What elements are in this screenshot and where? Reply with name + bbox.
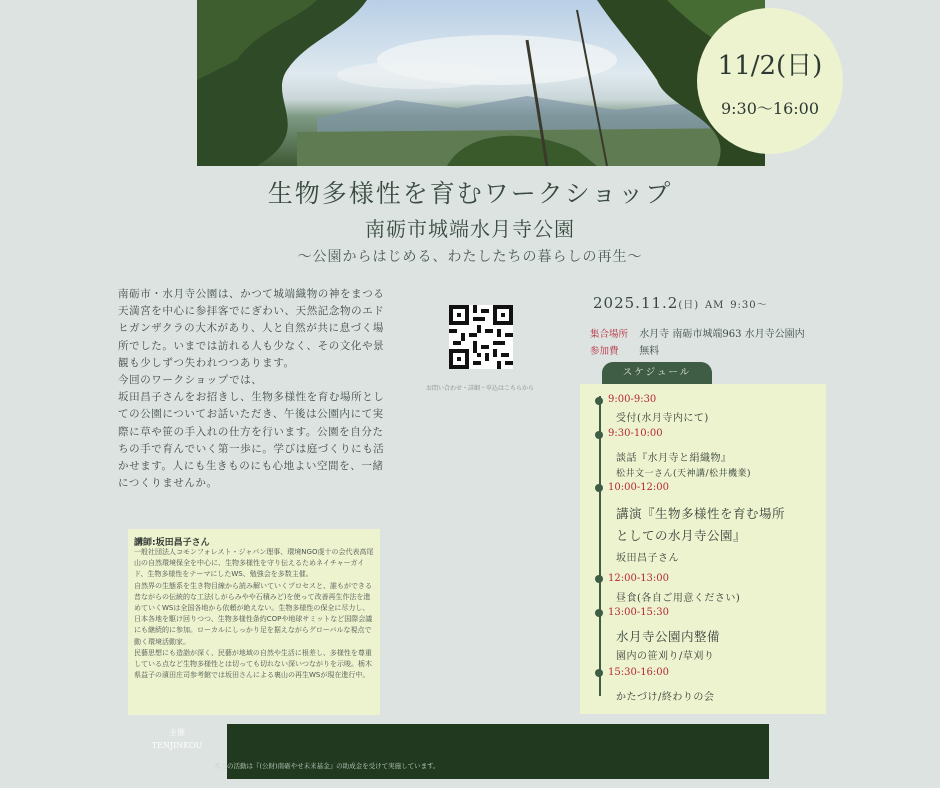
- timeline-dot: [595, 431, 603, 439]
- footer-note: 本この活動は『(公財)南砺やせ未来基金』の助成金を受けて実施しています。: [214, 762, 440, 770]
- fee-label: 参加費: [590, 346, 619, 357]
- timeline-dot: [595, 669, 603, 677]
- schedule-desc: 昼食(各自ご用意ください): [616, 593, 741, 604]
- schedule-desc: 講演『生物多様性を育む場所: [616, 506, 786, 521]
- schedule-tab: スケジュール: [602, 362, 712, 384]
- hero-photo: [197, 0, 765, 166]
- schedule-time: 12:00-13:00: [608, 573, 670, 584]
- schedule-time: 9:30-10:00: [608, 428, 663, 439]
- event-date: [593, 294, 768, 312]
- fee-value: 無料: [639, 346, 660, 357]
- schedule-timeline: [599, 396, 601, 696]
- schedule-desc: 坂田昌子さん: [616, 553, 679, 564]
- venue-title: 南砺市城端水月寺公園: [365, 217, 575, 241]
- timeline-dot: [595, 575, 603, 583]
- schedule-time: 10:00-12:00: [608, 482, 670, 493]
- date-badge: [697, 8, 843, 154]
- bio-paragraph: 民藝思想にも造詣が深く、民藝が地域の自然や生活に根差し、多様性を尊重している点など生物多様性とは切っても切れない深いつながりを示唆。栃木県益子の濱田庄司参考館では坂田さんによる裏山の再生WSが現在進行中。: [134, 648, 372, 680]
- schedule-desc: 松井文一さん(天神講/松井機業): [616, 469, 752, 479]
- intro-paragraph: 南砺市・水月寺公園は、かつて城端織物の神をまつる天満宮を中心に参拝客でにぎわい、天然記念物のエドヒガンザクラの大木があり、人と自然が共に息づく場所でした。いまでは訪れる人も少なく、その文化や景観も少しずつ失われつつあります。: [118, 288, 385, 369]
- event-date-main: 2025.11.2: [593, 294, 679, 312]
- host: [150, 726, 204, 752]
- host-name: TENJINKOU: [151, 741, 203, 750]
- schedule-desc: 受付(水月寺内にて): [616, 413, 709, 424]
- schedule-desc: としての水月寺公園』: [616, 528, 747, 543]
- qr-caption: お問い合わせ・詳細・申込はこちらから: [425, 385, 534, 392]
- event-title: 生物多様性を育むワークショップ: [267, 179, 673, 208]
- venue-label: 集合場所: [590, 329, 629, 340]
- event-date-time: 9:30〜: [730, 300, 768, 311]
- fee-row: [590, 342, 659, 357]
- intro-paragraph: 今回のワークショップでは、: [118, 374, 263, 387]
- instructor-bio: [134, 547, 376, 681]
- host-label: 主催: [169, 728, 185, 737]
- footer-bar: [227, 724, 769, 779]
- schedule-time: 9:00-9:30: [608, 394, 657, 405]
- schedule-time: 13:00-15:30: [608, 607, 670, 618]
- event-date-day: (日): [678, 300, 700, 311]
- date-badge-day: 11/2(日): [717, 51, 823, 81]
- bio-paragraph: 自然界の生態系を生き物目線から読み解いていくプロセスと、誰もができる昔ながらの伝統的な工法(しがらみやや石積みど)を使って改善再生作法を進めていくWSは全国各地から依頼が絶えない。生物多様性の保全に尽力し、日本各地を駆け回りつつ、生物多様性条約COPや地球サミットなど国際会議にも継続的に参加。ローカルにしっかり足を据えながらグローバルな視点で動く環境活動家。: [134, 581, 373, 646]
- schedule-time: 15:30-16:00: [608, 667, 670, 678]
- bio-paragraph: 一般社団法人コモンフォレスト・ジャパン理事、環境NGO虔十の会代表高尾山の自然環境保全を中心に、生物多様性を守り伝えるためネイチャーガイド、生物多様性をテーマにしたWS、勉強会を多数主催。: [134, 548, 374, 579]
- intro-text: [118, 286, 388, 492]
- qr-code[interactable]: [449, 305, 513, 369]
- tagline: 〜公園からはじめる、わたしたちの暮らしの再生〜: [297, 249, 643, 265]
- schedule-desc: 園内の笹刈り/草刈り: [616, 651, 715, 662]
- instructor-name: 講師:坂田昌子さん: [134, 538, 210, 548]
- date-badge-time: 9:30〜16:00: [720, 99, 820, 118]
- venue-value: 水月寺 南砺市城端963 水月寺公園内: [639, 329, 805, 340]
- schedule-desc: かたづけ/終わりの会: [616, 692, 715, 703]
- intro-paragraph: 坂田昌子さんをお招きし、生物多様性を育む場所としての公園についてお話いただき、午後は公園内にて実際に草や笹の手入れの仕方を行います。公園を自分たちの手で育んでいく第一歩に。学びは庭づくりにも活かせます。人にも生きものにも心地よい空間を、一緒につくりませんか。: [118, 391, 385, 490]
- timeline-dot: [595, 609, 603, 617]
- timeline-dot: [595, 484, 603, 492]
- schedule-desc: 談話『水月寺と絹織物』: [616, 453, 732, 464]
- schedule-desc: 水月寺公園内整備: [616, 629, 721, 644]
- event-date-am: AM: [704, 300, 725, 311]
- timeline-dot: [595, 397, 603, 405]
- venue-row: [590, 325, 805, 340]
